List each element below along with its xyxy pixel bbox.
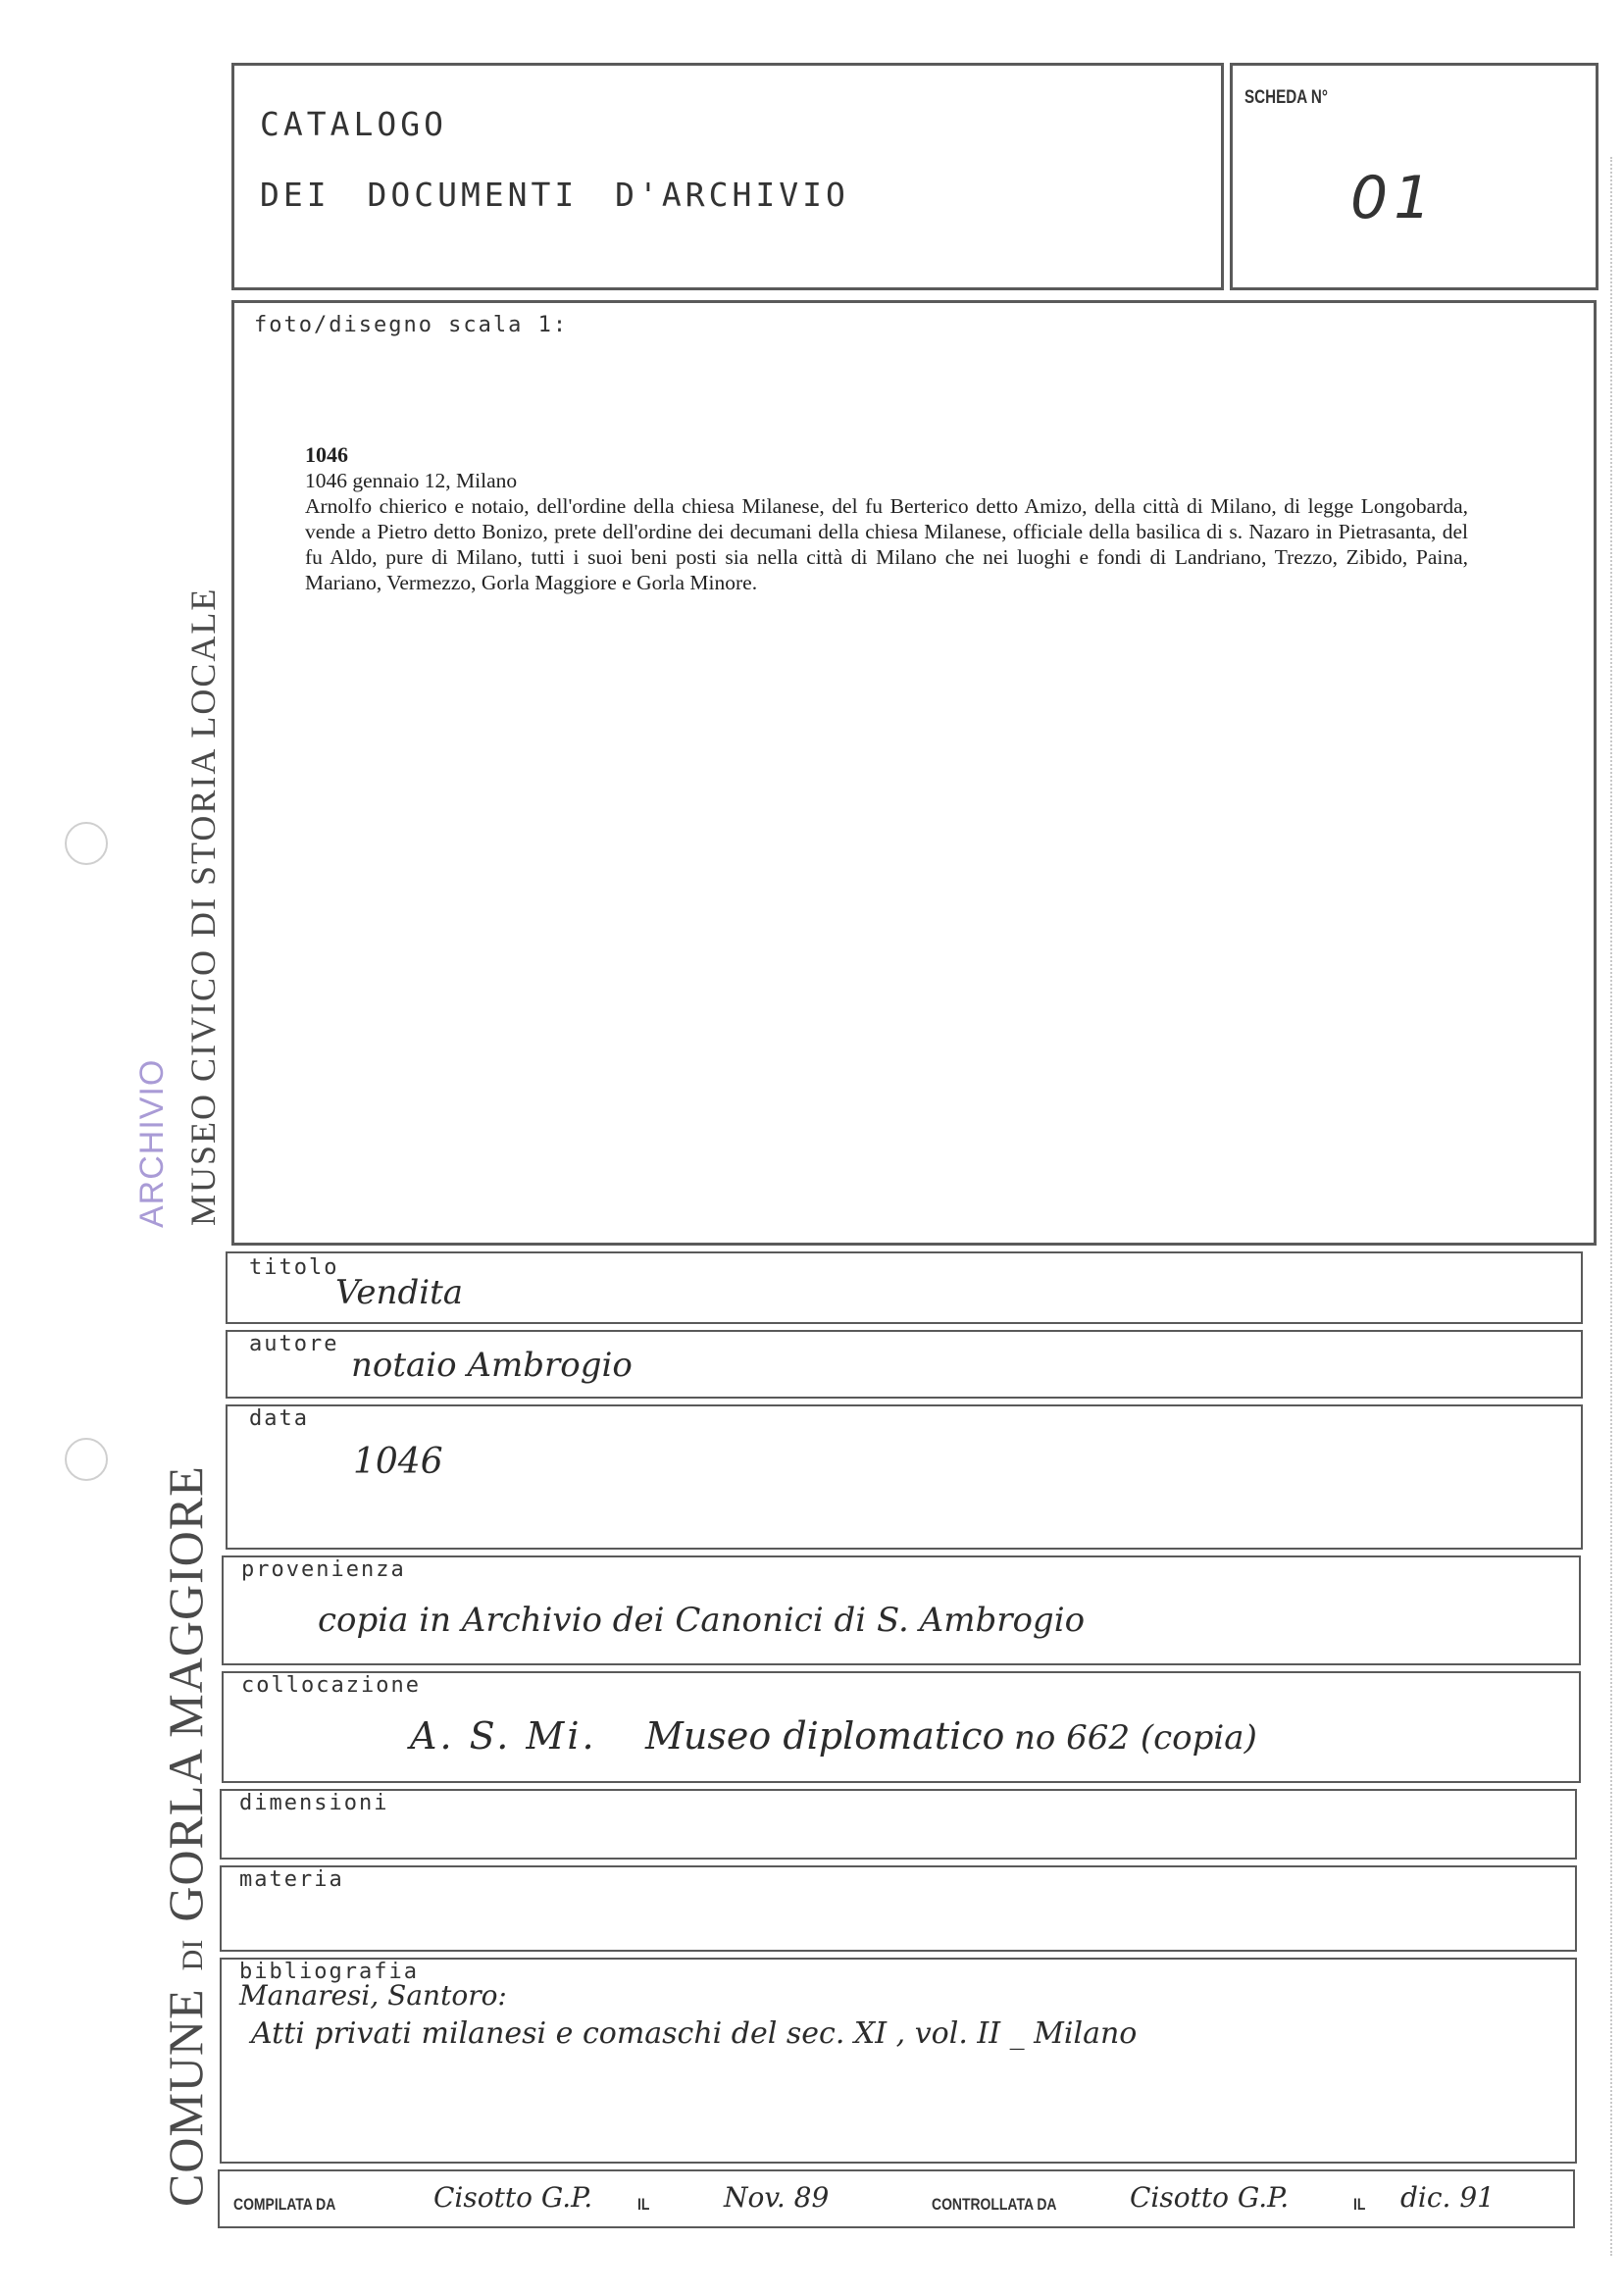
autore-label: autore — [249, 1332, 339, 1356]
header-catalogo: CATALOGO — [260, 105, 447, 143]
collocazione-label: collocazione — [241, 1673, 421, 1698]
scheda-box — [1230, 63, 1599, 290]
field-titolo — [226, 1251, 1583, 1324]
document-summary — [305, 442, 1468, 595]
scheda-number: 01 — [1350, 164, 1438, 232]
il-label-1: IL — [637, 2195, 650, 2214]
side-museo: MUSEO CIVICO DI STORIA LOCALE — [183, 586, 223, 1226]
collocazione-number: no 662 (copia) — [1014, 1718, 1257, 1758]
header-subtitle: DEI DOCUMENTI D'ARCHIVIO — [260, 176, 849, 214]
document-year: 1046 — [305, 442, 348, 467]
controllata-label: CONTROLLATA DA — [932, 2195, 1057, 2214]
foto-box — [231, 300, 1597, 1246]
titolo-label: titolo — [249, 1255, 339, 1280]
field-bibliografia — [220, 1958, 1577, 2164]
page-edge — [1610, 157, 1614, 2256]
autore-value: notaio Ambrogio — [351, 1346, 633, 1385]
field-dimensioni — [220, 1789, 1577, 1860]
side-comune-gorla — [157, 1465, 214, 2207]
header-box — [231, 63, 1224, 290]
punch-hole-bottom — [65, 1438, 108, 1481]
archivio-stamp: ARCHIVIO — [133, 1058, 171, 1228]
side-di: DI — [177, 1939, 209, 1971]
il-label-2: IL — [1353, 2195, 1366, 2214]
punch-hole-top — [65, 822, 108, 865]
side-gorla: GORLA MAGGIORE — [158, 1465, 213, 1922]
compilata-value: Cisotto G.P. — [433, 2181, 593, 2214]
field-data — [226, 1404, 1583, 1550]
controllata-value: Cisotto G.P. — [1130, 2181, 1290, 2214]
document-date-place: 1046 gennaio 12, Milano — [305, 469, 518, 492]
bibliografia-authors: Manaresi, Santoro: — [239, 1979, 507, 2012]
titolo-value: Vendita — [335, 1273, 464, 1312]
collocazione-fund: Museo diplomatico — [645, 1714, 1005, 1758]
bibliografia-title: Atti privati milanesi e comaschi del sec. XI , vol. II _ Milano — [251, 2016, 1138, 2051]
data-value: 1046 — [353, 1442, 443, 1482]
bibliografia-label: bibliografia — [239, 1960, 419, 1984]
footer-box — [218, 2169, 1575, 2228]
field-collocazione — [222, 1671, 1581, 1783]
compilata-label: COMPILATA DA — [233, 2195, 336, 2214]
document-description: Arnolfo chierico e notaio, dell'ordine della chiesa Milanese, del fu Berterico detto Amizo, della città di Milano, di legge Longobarda, vende a Pietro detto Bonizo, prete dell'ordine dei decumani della chiesa Milanese, officiale della basilica di s. Nazaro in Pietrasanta, del fu Aldo, pure di Milano, tutti i suoi beni posti sia nella città di Milano che nei luoghi e fondi di Landriano, Trezzo, Zibido, Paina, Mariano, Vermezzo, Gorla Maggiore e Gorla Minore. — [305, 494, 1468, 594]
data-label: data — [249, 1406, 309, 1431]
provenienza-label: provenienza — [241, 1557, 406, 1582]
dimensioni-label: dimensioni — [239, 1791, 389, 1815]
field-materia — [220, 1865, 1577, 1952]
materia-label: materia — [239, 1867, 344, 1892]
side-comune: COMUNE — [158, 1988, 213, 2207]
provenienza-value: copia in Archivio dei Canonici di S. Ambrogio — [318, 1601, 1086, 1640]
field-provenienza — [222, 1555, 1581, 1665]
field-autore — [226, 1330, 1583, 1399]
scheda-label: SCHEDA N° — [1244, 87, 1328, 108]
foto-label: foto/disegno scala 1: — [254, 313, 569, 337]
compilata-date: Nov. 89 — [724, 2181, 830, 2214]
controllata-date: dic. 91 — [1400, 2181, 1495, 2214]
collocazione-archive: A. S. Mi. — [410, 1714, 597, 1758]
